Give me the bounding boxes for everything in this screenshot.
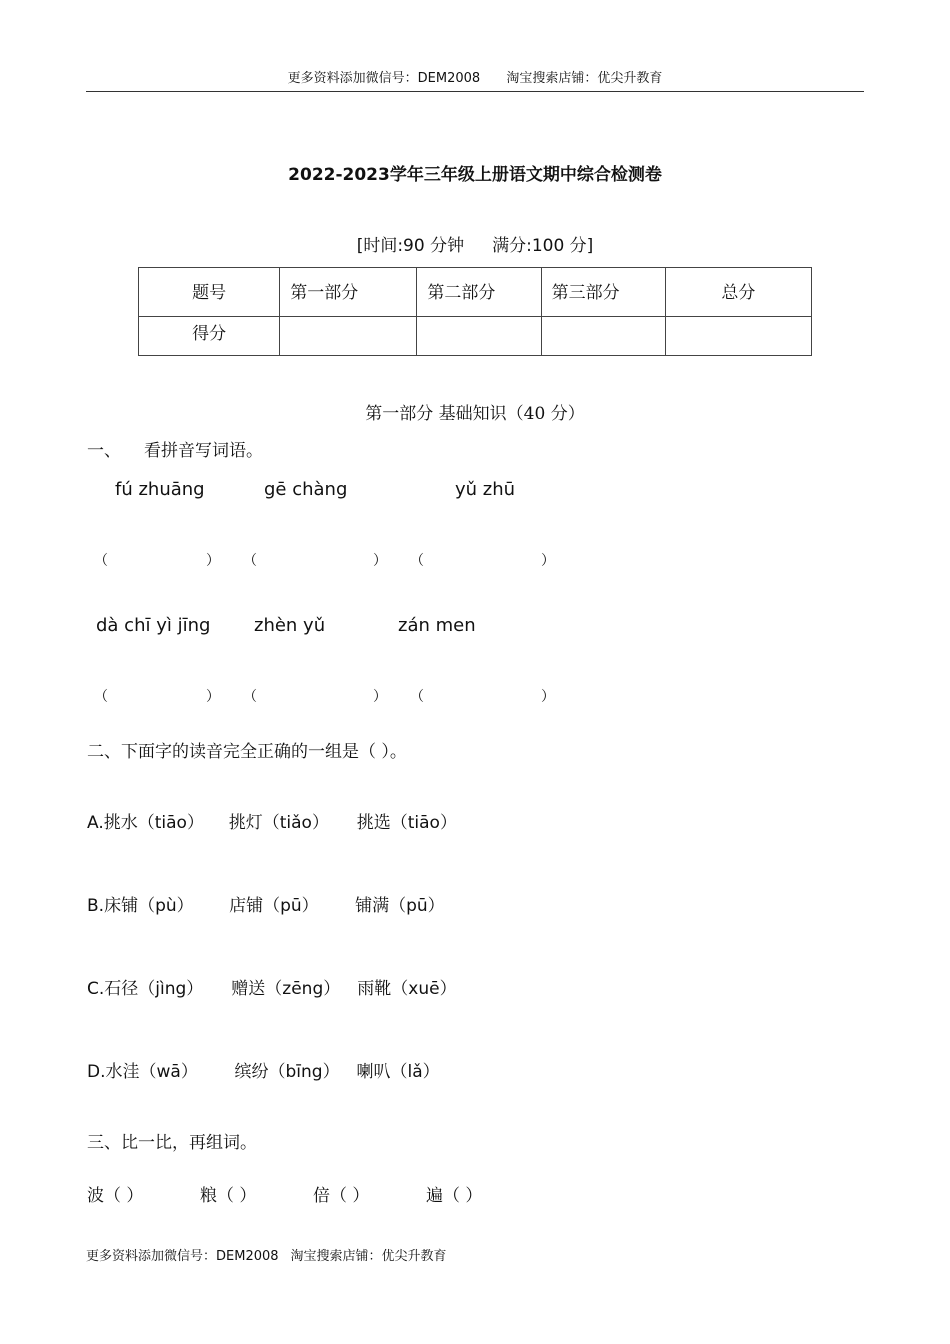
option-item: 床铺（pù） bbox=[104, 896, 194, 916]
score-table-header: 第二部分 bbox=[417, 268, 541, 317]
score-cell-part3[interactable] bbox=[541, 317, 665, 356]
score-table bbox=[138, 267, 812, 356]
page-footer bbox=[86, 1245, 459, 1264]
answer-paren-close: ） bbox=[206, 689, 220, 705]
score-cell-part2[interactable] bbox=[417, 317, 541, 356]
score-cell-part1[interactable] bbox=[280, 317, 417, 356]
word-blank[interactable]: （ ） bbox=[104, 1186, 144, 1206]
q3-group bbox=[200, 1181, 256, 1206]
answer-paren-open: （ bbox=[94, 553, 108, 569]
score-table-row bbox=[139, 317, 812, 356]
exam-title: 2022-2023学年三年级上册语文期中综合检测卷 bbox=[288, 165, 662, 185]
header-shop: 淘宝搜索店铺：优尖升教育 bbox=[506, 71, 663, 86]
answer-paren-close: ） bbox=[206, 553, 220, 569]
pinyin-item: fú zhuāng bbox=[115, 479, 205, 500]
header-wechat: 更多资料添加微信号：DEM2008 bbox=[287, 71, 481, 86]
compare-char: 倍 bbox=[313, 1186, 330, 1206]
answer-paren-close: ） bbox=[541, 553, 555, 569]
option-letter: B. bbox=[87, 896, 105, 916]
option-item: 店铺（pū） bbox=[229, 896, 319, 916]
compare-char: 遍 bbox=[426, 1186, 443, 1206]
q3-group bbox=[426, 1181, 482, 1206]
option-item: 挑灯（tiǎo） bbox=[228, 813, 329, 833]
q3-group bbox=[87, 1181, 143, 1206]
q3-text: 三、比一比，再组词。 bbox=[87, 1133, 257, 1153]
score-cell-total[interactable] bbox=[665, 317, 811, 356]
option-a[interactable] bbox=[87, 808, 457, 833]
word-blank[interactable]: （ ） bbox=[443, 1186, 483, 1206]
answer-paren-close: ） bbox=[373, 553, 387, 569]
q1-text: 看拼音写词语。 bbox=[144, 441, 263, 461]
section1-title: 第一部分 基础知识（40 分） bbox=[365, 404, 585, 424]
score-table-header: 题号 bbox=[139, 268, 280, 317]
score-table-header-row bbox=[139, 268, 812, 317]
compare-char: 波 bbox=[87, 1186, 104, 1206]
score-table-header: 第三部分 bbox=[541, 268, 665, 317]
option-item: 缤纷（bīng） bbox=[234, 1062, 340, 1082]
option-item: 喇叭（lǎ） bbox=[356, 1062, 440, 1082]
option-d[interactable] bbox=[87, 1057, 440, 1082]
option-item: 挑选（tiāo） bbox=[356, 813, 457, 833]
time-limit: [时间:90 分钟 bbox=[356, 236, 465, 256]
option-item: 铺满（pū） bbox=[355, 896, 445, 916]
word-blank[interactable]: （ ） bbox=[217, 1186, 257, 1206]
answer-paren-open: （ bbox=[410, 553, 424, 569]
option-item: 雨靴（xuē） bbox=[357, 979, 457, 999]
answer-paren-close: ） bbox=[373, 689, 387, 705]
word-blank[interactable]: （ ） bbox=[330, 1186, 370, 1206]
q2-text: 二、下面字的读音完全正确的一组是（ ）。 bbox=[87, 742, 407, 762]
option-item: 挑水（tiāo） bbox=[103, 813, 204, 833]
footer-shop: 淘宝搜索店铺：优尖升教育 bbox=[290, 1249, 447, 1264]
option-item: 赠送（zēng） bbox=[231, 979, 341, 999]
page-header bbox=[86, 70, 864, 92]
option-item: 石径（jìng） bbox=[104, 979, 204, 999]
pinyin-item: zhèn yǔ bbox=[254, 615, 326, 636]
option-c[interactable] bbox=[87, 974, 457, 999]
footer-wechat: 更多资料添加微信号：DEM2008 bbox=[86, 1249, 279, 1264]
pinyin-item: gē chàng bbox=[264, 479, 348, 500]
answer-paren-close: ） bbox=[541, 689, 555, 705]
answer-paren-open: （ bbox=[243, 689, 257, 705]
answer-paren-open: （ bbox=[243, 553, 257, 569]
score-row-label: 得分 bbox=[139, 317, 280, 356]
option-letter: D. bbox=[87, 1062, 106, 1082]
q3-group bbox=[313, 1181, 369, 1206]
pinyin-item: yǔ zhū bbox=[455, 479, 516, 500]
score-table-header: 总分 bbox=[665, 268, 811, 317]
compare-char: 粮 bbox=[200, 1186, 217, 1206]
pinyin-item: dà chī yì jīng bbox=[96, 615, 211, 636]
answer-paren-open: （ bbox=[94, 689, 108, 705]
pinyin-item: zán men bbox=[398, 615, 476, 636]
option-item: 水洼（wā） bbox=[105, 1062, 198, 1082]
option-b[interactable] bbox=[87, 891, 445, 916]
q1-number: 一、 bbox=[87, 441, 121, 461]
score-table-header: 第一部分 bbox=[280, 268, 417, 317]
time-info bbox=[0, 231, 950, 256]
option-letter: C. bbox=[87, 979, 105, 999]
full-score: 满分:100 分] bbox=[492, 236, 594, 256]
answer-paren-open: （ bbox=[410, 689, 424, 705]
option-letter: A. bbox=[87, 813, 104, 833]
